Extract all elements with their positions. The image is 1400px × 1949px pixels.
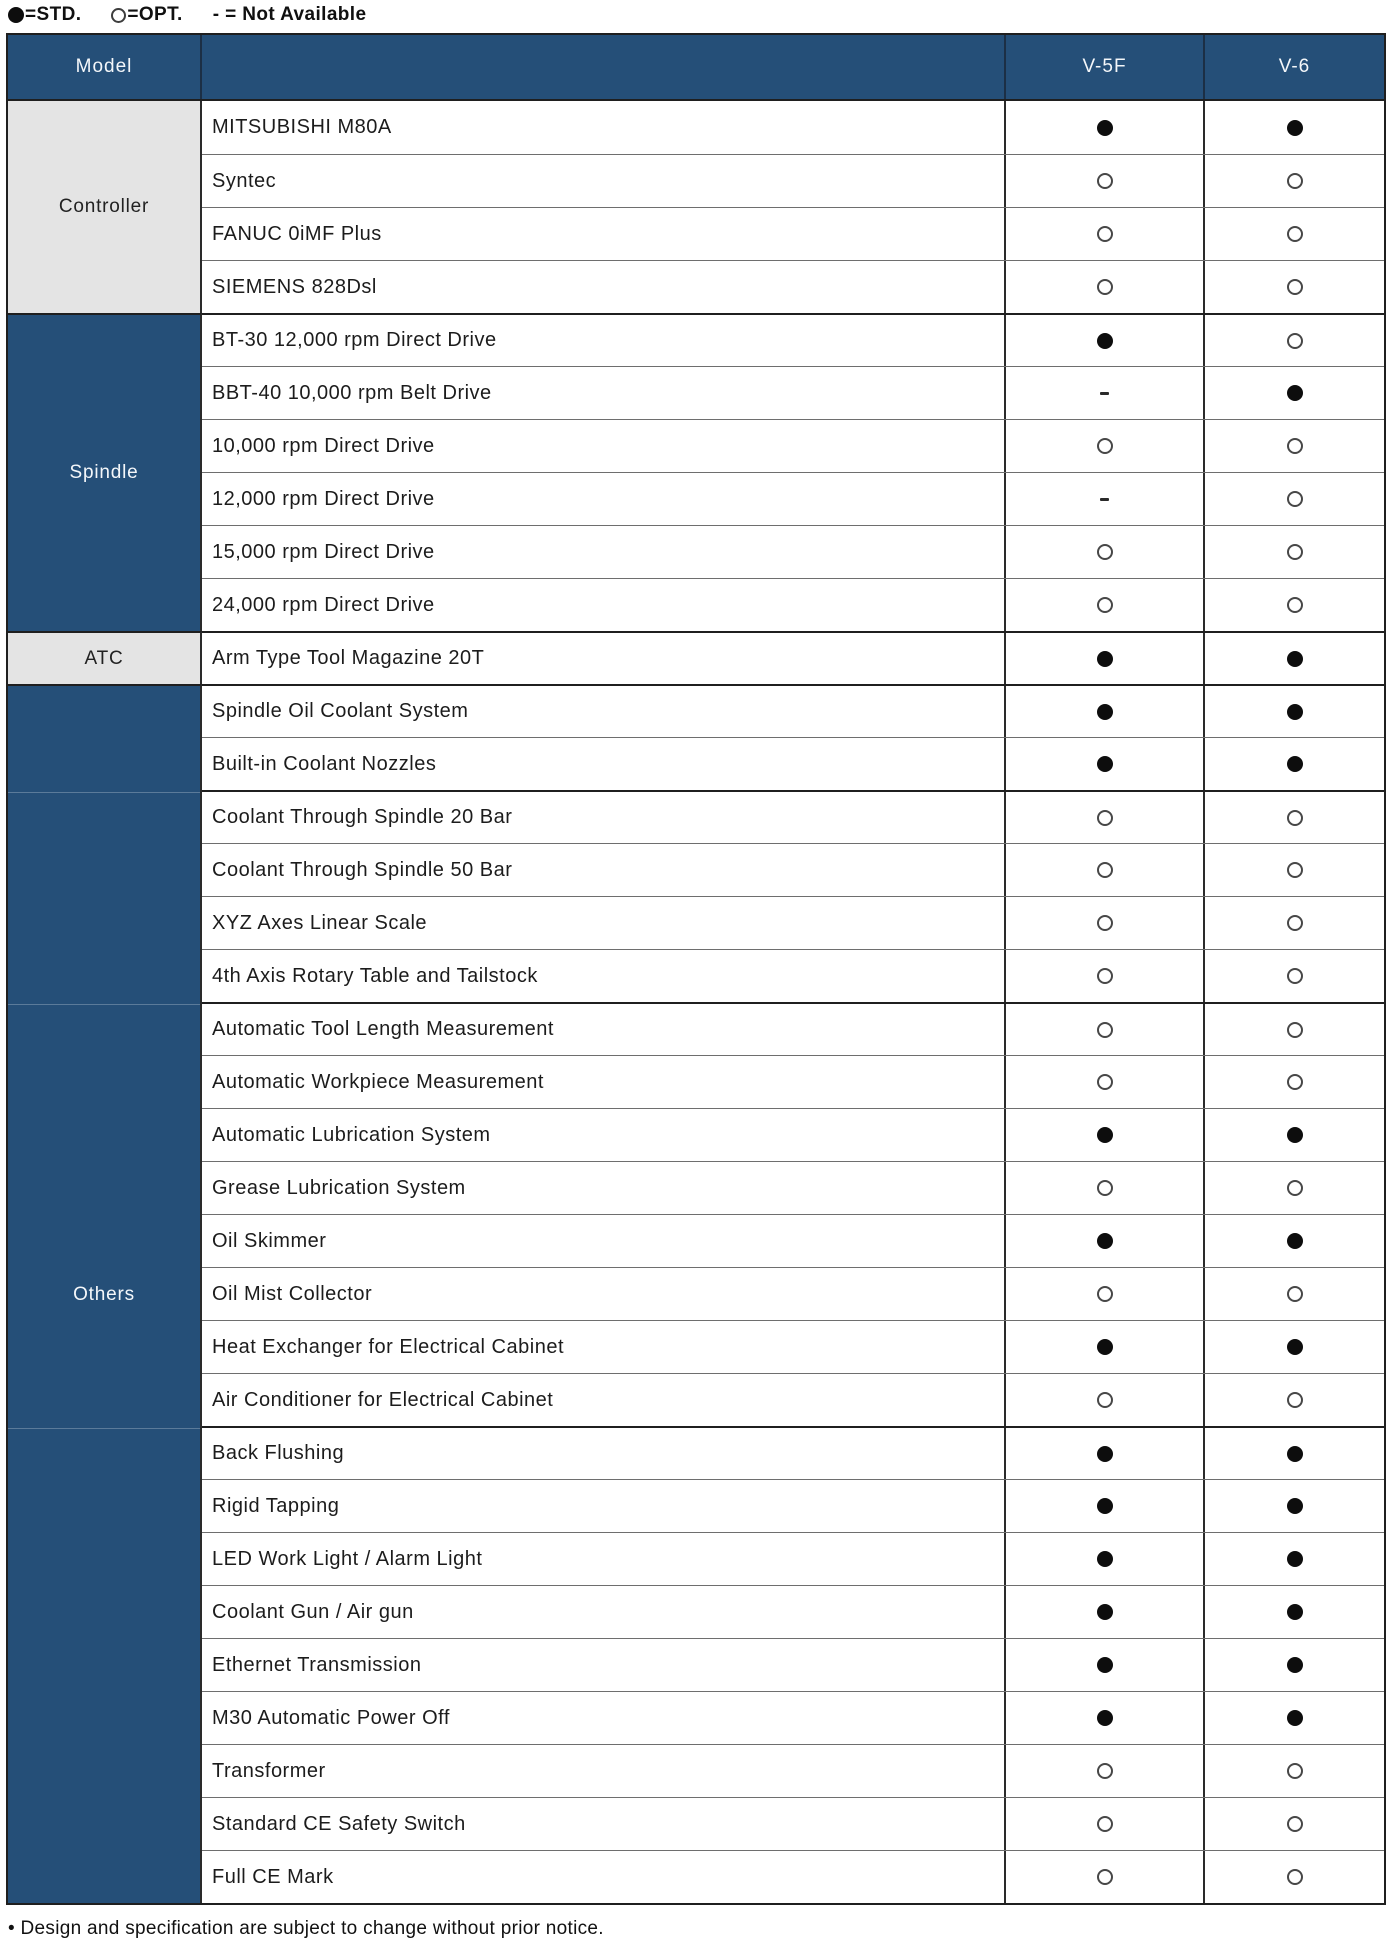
v6-value-cell <box>1205 1268 1384 1320</box>
opt-circle-icon <box>1287 1286 1303 1302</box>
table-row <box>202 525 1384 578</box>
v6-value-cell <box>1205 208 1384 260</box>
opt-circle-icon <box>1097 1022 1113 1038</box>
v6-value-cell <box>1205 1692 1384 1744</box>
std-dot-icon <box>1287 1710 1303 1726</box>
v5f-value-cell <box>1006 1162 1205 1214</box>
table-row <box>202 1532 1384 1585</box>
v5f-value-cell <box>1006 367 1205 419</box>
legend-std <box>8 4 81 26</box>
category-column <box>8 101 202 1903</box>
v6-value-cell <box>1205 792 1384 843</box>
v5f-value-cell <box>1006 950 1205 1002</box>
legend <box>8 1 366 29</box>
v5f-value-cell <box>1006 897 1205 949</box>
opt-circle-icon <box>1097 173 1113 189</box>
feature-label: 4th Axis Rotary Table and Tailstock <box>202 950 1006 1002</box>
opt-circle-icon <box>111 8 126 23</box>
v6-value-cell <box>1205 1321 1384 1373</box>
v6-value-cell <box>1205 950 1384 1002</box>
v6-value-cell <box>1205 420 1384 472</box>
v6-value-cell <box>1205 1109 1384 1161</box>
opt-circle-icon <box>1097 1763 1113 1779</box>
opt-circle-icon <box>1287 438 1303 454</box>
opt-circle-icon <box>1097 1180 1113 1196</box>
table-row <box>202 578 1384 631</box>
table-row <box>202 1797 1384 1850</box>
feature-label: 15,000 rpm Direct Drive <box>202 526 1006 578</box>
v5f-value-cell <box>1006 1851 1205 1903</box>
v5f-value-cell <box>1006 633 1205 684</box>
std-dot-icon <box>1287 1446 1303 1462</box>
feature-label: BBT-40 10,000 rpm Belt Drive <box>202 367 1006 419</box>
v5f-value-cell <box>1006 1428 1205 1479</box>
table-row <box>202 1267 1384 1320</box>
std-dot-icon <box>1287 1551 1303 1567</box>
spec-table <box>6 33 1386 1905</box>
feature-label: Automatic Tool Length Measurement <box>202 1004 1006 1055</box>
v6-value-cell <box>1205 1586 1384 1638</box>
table-row <box>202 1638 1384 1691</box>
category-divider <box>8 792 200 793</box>
opt-circle-icon <box>1287 862 1303 878</box>
v5f-value-cell <box>1006 1798 1205 1850</box>
v6-value-cell <box>1205 1533 1384 1585</box>
std-dot-icon <box>1097 1604 1113 1620</box>
std-dot-icon <box>1287 1339 1303 1355</box>
feature-label: Air Conditioner for Electrical Cabinet <box>202 1374 1006 1426</box>
v6-value-cell <box>1205 473 1384 525</box>
std-dot-icon <box>1097 756 1113 772</box>
v6-value-cell <box>1205 579 1384 631</box>
opt-circle-icon <box>1097 279 1113 295</box>
table-row <box>202 896 1384 949</box>
header-col-v6: V-6 <box>1278 56 1311 77</box>
table-row <box>202 737 1384 790</box>
feature-label: Rigid Tapping <box>202 1480 1006 1532</box>
table-row <box>202 1373 1384 1426</box>
feature-label: MITSUBISHI M80A <box>202 101 1006 154</box>
feature-label: Transformer <box>202 1745 1006 1797</box>
v5f-value-cell <box>1006 473 1205 525</box>
table-row <box>202 949 1384 1002</box>
std-dot-icon <box>1097 1339 1113 1355</box>
opt-circle-icon <box>1097 544 1113 560</box>
v5f-value-cell <box>1006 1586 1205 1638</box>
v6-value-cell <box>1205 526 1384 578</box>
feature-label: XYZ Axes Linear Scale <box>202 897 1006 949</box>
v6-value-cell <box>1205 1162 1384 1214</box>
category-atc <box>8 631 202 684</box>
table-row <box>202 101 1384 154</box>
opt-circle-icon <box>1097 968 1113 984</box>
opt-circle-icon <box>1097 597 1113 613</box>
std-dot-icon <box>1097 120 1113 136</box>
opt-circle-icon <box>1287 333 1303 349</box>
table-row <box>202 684 1384 737</box>
feature-label: Automatic Workpiece Measurement <box>202 1056 1006 1108</box>
feature-label: Oil Skimmer <box>202 1215 1006 1267</box>
data-rows <box>202 101 1384 1903</box>
feature-label: Back Flushing <box>202 1428 1006 1479</box>
std-dot-icon <box>1287 385 1303 401</box>
table-header-row <box>8 35 1384 101</box>
feature-label: Heat Exchanger for Electrical Cabinet <box>202 1321 1006 1373</box>
v5f-value-cell <box>1006 315 1205 366</box>
feature-label: Standard CE Safety Switch <box>202 1798 1006 1850</box>
v5f-value-cell <box>1006 1692 1205 1744</box>
v5f-value-cell <box>1006 579 1205 631</box>
feature-label: Coolant Through Spindle 20 Bar <box>202 792 1006 843</box>
opt-circle-icon <box>1287 1869 1303 1885</box>
v6-value-cell <box>1205 1428 1384 1479</box>
v6-value-cell <box>1205 101 1384 154</box>
table-row <box>202 1850 1384 1903</box>
feature-label: SIEMENS 828Dsl <box>202 261 1006 313</box>
std-dot-icon <box>1097 1710 1113 1726</box>
v5f-value-cell <box>1006 101 1205 154</box>
v5f-value-cell <box>1006 261 1205 313</box>
category-divider <box>8 1428 200 1429</box>
table-row <box>202 790 1384 843</box>
feature-label: Automatic Lubrication System <box>202 1109 1006 1161</box>
feature-label: Ethernet Transmission <box>202 1639 1006 1691</box>
opt-circle-icon <box>1287 1763 1303 1779</box>
v5f-value-cell <box>1006 844 1205 896</box>
legend-std-label: =STD. <box>25 4 82 25</box>
std-dot-icon <box>1097 1127 1113 1143</box>
v6-value-cell <box>1205 155 1384 207</box>
v5f-value-cell <box>1006 1374 1205 1426</box>
table-row <box>202 419 1384 472</box>
v5f-value-cell <box>1006 1639 1205 1691</box>
v5f-value-cell <box>1006 738 1205 790</box>
v6-value-cell <box>1205 686 1384 737</box>
feature-label: Syntec <box>202 155 1006 207</box>
std-dot-icon <box>1287 651 1303 667</box>
std-dot-icon <box>1287 1657 1303 1673</box>
opt-circle-icon <box>1287 544 1303 560</box>
std-dot-icon <box>1287 1604 1303 1620</box>
table-row <box>202 1691 1384 1744</box>
v5f-value-cell <box>1006 686 1205 737</box>
opt-circle-icon <box>1287 1392 1303 1408</box>
feature-label: Oil Mist Collector <box>202 1268 1006 1320</box>
table-row <box>202 1055 1384 1108</box>
std-dot-icon <box>8 7 24 23</box>
v5f-value-cell <box>1006 1321 1205 1373</box>
table-row <box>202 1744 1384 1797</box>
v6-value-cell <box>1205 315 1384 366</box>
table-row <box>202 1479 1384 1532</box>
opt-circle-icon <box>1287 968 1303 984</box>
opt-circle-icon <box>1287 1180 1303 1196</box>
std-dot-icon <box>1097 1657 1113 1673</box>
v6-value-cell <box>1205 1798 1384 1850</box>
table-body <box>8 101 1384 1903</box>
v5f-value-cell <box>1006 1056 1205 1108</box>
opt-circle-icon <box>1097 1816 1113 1832</box>
v6-value-cell <box>1205 1480 1384 1532</box>
feature-label: Built-in Coolant Nozzles <box>202 738 1006 790</box>
header-model: Model <box>8 35 202 99</box>
v5f-value-cell <box>1006 208 1205 260</box>
v6-value-cell <box>1205 1374 1384 1426</box>
header-col-v5f: V-5F <box>1006 35 1205 99</box>
opt-circle-icon <box>1287 597 1303 613</box>
opt-circle-icon <box>1287 173 1303 189</box>
std-dot-icon <box>1097 704 1113 720</box>
v6-value-cell <box>1205 1639 1384 1691</box>
header-feature-blank <box>202 35 1006 99</box>
std-dot-icon <box>1097 651 1113 667</box>
feature-label: Grease Lubrication System <box>202 1162 1006 1214</box>
opt-circle-icon <box>1097 226 1113 242</box>
std-dot-icon <box>1287 1233 1303 1249</box>
v5f-value-cell <box>1006 1533 1205 1585</box>
feature-label: Arm Type Tool Magazine 20T <box>202 633 1006 684</box>
opt-circle-icon <box>1287 915 1303 931</box>
table-row <box>202 1320 1384 1373</box>
opt-circle-icon <box>1287 810 1303 826</box>
v6-value-cell <box>1205 1745 1384 1797</box>
std-dot-icon <box>1287 1498 1303 1514</box>
opt-circle-icon <box>1287 1816 1303 1832</box>
category-label: Controller <box>58 196 150 217</box>
feature-label: BT-30 12,000 rpm Direct Drive <box>202 315 1006 366</box>
std-dot-icon <box>1287 756 1303 772</box>
table-row <box>202 843 1384 896</box>
opt-circle-icon <box>1097 1286 1113 1302</box>
feature-label: 12,000 rpm Direct Drive <box>202 473 1006 525</box>
table-row <box>202 313 1384 366</box>
legend-opt-label: =OPT. <box>127 4 183 25</box>
std-dot-icon <box>1287 1127 1303 1143</box>
category-others <box>8 684 202 1903</box>
feature-label: Spindle Oil Coolant System <box>202 686 1006 737</box>
category-divider <box>8 1004 200 1005</box>
v6-value-cell <box>1205 738 1384 790</box>
category-label: ATC <box>84 647 124 669</box>
table-row <box>202 154 1384 207</box>
v6-value-cell <box>1205 1851 1384 1903</box>
legend-na-label: - = Not Available <box>212 4 367 25</box>
v5f-value-cell <box>1006 1480 1205 1532</box>
std-dot-icon <box>1097 1233 1113 1249</box>
feature-label: 24,000 rpm Direct Drive <box>202 579 1006 631</box>
std-dot-icon <box>1097 1498 1113 1514</box>
feature-label: FANUC 0iMF Plus <box>202 208 1006 260</box>
opt-circle-icon <box>1287 226 1303 242</box>
opt-circle-icon <box>1097 862 1113 878</box>
footnote: • Design and specification are subject to change without prior notice. <box>8 1918 604 1939</box>
v5f-value-cell <box>1006 1745 1205 1797</box>
std-dot-icon <box>1097 1551 1113 1567</box>
opt-circle-icon <box>1097 810 1113 826</box>
opt-circle-icon <box>1287 1022 1303 1038</box>
opt-circle-icon <box>1097 915 1113 931</box>
table-row <box>202 1214 1384 1267</box>
std-dot-icon <box>1097 1446 1113 1462</box>
table-row <box>202 260 1384 313</box>
v5f-value-cell <box>1006 526 1205 578</box>
v5f-value-cell <box>1006 1268 1205 1320</box>
opt-circle-icon <box>1287 1074 1303 1090</box>
not-available-dash <box>1100 498 1109 501</box>
category-spindle <box>8 313 202 631</box>
feature-label: Full CE Mark <box>202 1851 1006 1903</box>
v6-value-cell <box>1205 261 1384 313</box>
v5f-value-cell <box>1006 420 1205 472</box>
v6-value-cell <box>1205 844 1384 896</box>
v5f-value-cell <box>1006 1215 1205 1267</box>
legend-opt <box>111 4 182 26</box>
v5f-value-cell <box>1006 1109 1205 1161</box>
v6-value-cell <box>1205 1215 1384 1267</box>
v6-value-cell <box>1205 1056 1384 1108</box>
v5f-value-cell <box>1006 155 1205 207</box>
table-row <box>202 1585 1384 1638</box>
not-available-dash <box>1100 392 1109 395</box>
std-dot-icon <box>1097 333 1113 349</box>
opt-circle-icon <box>1287 491 1303 507</box>
feature-label: M30 Automatic Power Off <box>202 1692 1006 1744</box>
v6-value-cell <box>1205 1004 1384 1055</box>
table-row <box>202 1002 1384 1055</box>
table-row <box>202 207 1384 260</box>
feature-label: Coolant Through Spindle 50 Bar <box>202 844 1006 896</box>
v6-value-cell <box>1205 367 1384 419</box>
category-label: Spindle <box>69 462 139 483</box>
table-row <box>202 631 1384 684</box>
opt-circle-icon <box>1097 1074 1113 1090</box>
table-row <box>202 1108 1384 1161</box>
table-row <box>202 366 1384 419</box>
feature-label: 10,000 rpm Direct Drive <box>202 420 1006 472</box>
category-label: Others <box>73 1283 135 1305</box>
opt-circle-icon <box>1097 438 1113 454</box>
table-row <box>202 1161 1384 1214</box>
opt-circle-icon <box>1097 1869 1113 1885</box>
v6-value-cell <box>1205 897 1384 949</box>
opt-circle-icon <box>1097 1392 1113 1408</box>
std-dot-icon <box>1287 704 1303 720</box>
v6-value-cell <box>1205 633 1384 684</box>
opt-circle-icon <box>1287 279 1303 295</box>
table-row <box>202 472 1384 525</box>
feature-label: Coolant Gun / Air gun <box>202 1586 1006 1638</box>
v5f-value-cell <box>1006 792 1205 843</box>
v5f-value-cell <box>1006 1004 1205 1055</box>
std-dot-icon <box>1287 120 1303 136</box>
category-controller <box>8 101 202 313</box>
table-row <box>202 1426 1384 1479</box>
feature-label: LED Work Light / Alarm Light <box>202 1533 1006 1585</box>
